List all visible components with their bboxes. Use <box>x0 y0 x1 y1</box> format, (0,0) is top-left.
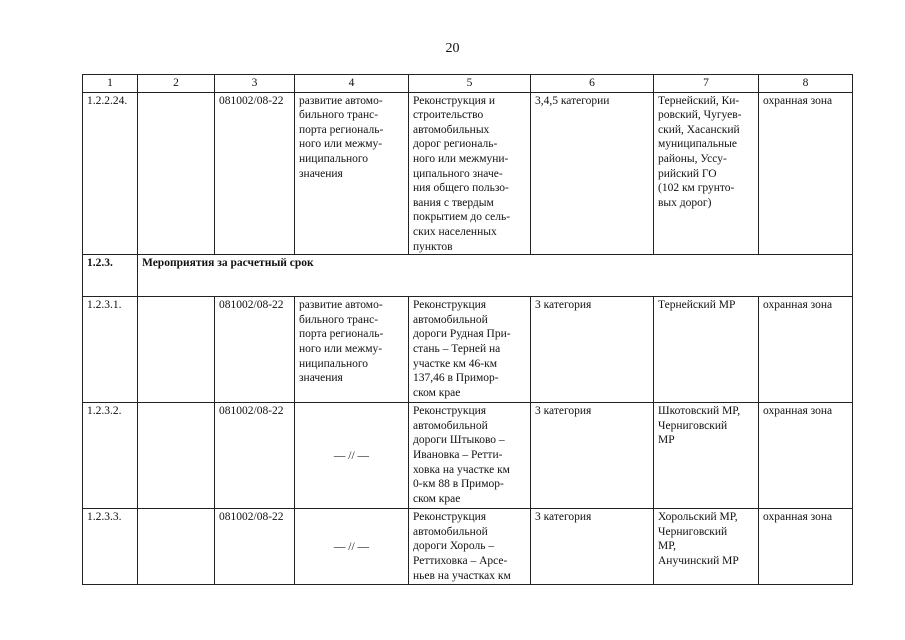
description-line: ском крае <box>413 386 461 399</box>
purpose-line: бильного транс- <box>299 109 379 122</box>
row-category: 3 категория <box>531 509 654 585</box>
description-line: автомобильной <box>413 419 488 432</box>
row-number: 1.2.3.3. <box>83 509 138 585</box>
empty-cell <box>138 509 215 585</box>
row-category: 3 категория <box>531 297 654 403</box>
description-line: участке км 46-км <box>413 357 497 370</box>
row-location <box>654 509 759 585</box>
row-purpose <box>295 92 409 255</box>
location-line: вых дорог) <box>658 196 712 209</box>
description-line: Реттиховка – Арсе- <box>413 554 508 567</box>
description-line: Реконструкция и <box>413 94 496 107</box>
table-row <box>83 92 853 255</box>
header-cell-3: 3 <box>215 75 295 93</box>
description-line: дорог региональ- <box>413 138 498 151</box>
location-line: муниципальные <box>658 138 737 151</box>
row-zone: охранная зона <box>759 297 853 403</box>
purpose-line: ного или межму- <box>299 138 383 151</box>
header-cell-7: 7 <box>654 75 759 93</box>
purpose-line: развитие автомо- <box>299 94 383 107</box>
row-location <box>654 403 759 509</box>
purpose-line: значения <box>299 372 343 385</box>
purpose-line: ниципального <box>299 152 369 165</box>
purpose-line: значения <box>299 167 343 180</box>
row-number: 1.2.2.24. <box>83 92 138 255</box>
section-title: Мероприятия за расчетный срок <box>138 255 853 297</box>
description-line: 137,46 в Примор- <box>413 372 499 385</box>
table-row <box>83 297 853 403</box>
purpose-line: порта региональ- <box>299 328 384 341</box>
description-line: ховка на участке км <box>413 463 510 476</box>
location-line: Тернейский, Ки- <box>658 94 740 107</box>
description-line: ском крае <box>413 492 461 505</box>
table-row <box>83 403 853 509</box>
table-row <box>83 509 853 585</box>
row-zone: охранная зона <box>759 92 853 255</box>
description-line: вания с твердым <box>413 196 494 209</box>
description-line: автомобильной <box>413 313 488 326</box>
purpose-line: ного или межму- <box>299 342 383 355</box>
row-description <box>409 297 531 403</box>
location-line: Шкотовский МР, <box>658 405 741 418</box>
description-line: стань – Терней на <box>413 342 501 355</box>
section-row <box>83 255 853 297</box>
header-cell-1: 1 <box>83 75 138 93</box>
location-line: ровский, Чугуев- <box>658 109 742 122</box>
location-line: районы, Уссу- <box>658 152 727 165</box>
section-number: 1.2.3. <box>83 255 138 297</box>
location-line: Анучинский МР <box>658 554 739 567</box>
page-number: 20 <box>445 41 460 56</box>
description-line: Реконструкция <box>413 299 487 312</box>
description-line: ного или межмуни- <box>413 152 509 165</box>
row-location <box>654 92 759 255</box>
location-line: Черниговский <box>658 419 728 432</box>
location-line: МР <box>658 434 675 447</box>
row-zone: охранная зона <box>759 509 853 585</box>
row-description <box>409 403 531 509</box>
row-purpose <box>295 297 409 403</box>
row-number: 1.2.3.2. <box>83 403 138 509</box>
description-line: Ивановка – Ретти- <box>413 448 503 461</box>
location-line: Хорольский МР, <box>658 511 738 524</box>
purpose-line: порта региональ- <box>299 123 384 136</box>
purpose-line: ниципального <box>299 357 369 370</box>
location-line: (102 км грунто- <box>658 182 735 195</box>
header-cell-4: 4 <box>295 75 409 93</box>
empty-cell <box>138 403 215 509</box>
row-code: 081002/08-22 <box>215 403 295 509</box>
purpose-line: развитие автомо- <box>299 299 383 312</box>
location-line: рийский ГО <box>658 167 717 180</box>
table-header-row <box>83 75 853 93</box>
description-line: Реконструкция <box>413 405 487 418</box>
description-line: дороги Штыково – <box>413 434 505 447</box>
location-line: ский, Хасанский <box>658 123 740 136</box>
description-line: ских населенных <box>413 225 497 238</box>
description-line: автомобильной <box>413 525 488 538</box>
row-code: 081002/08-22 <box>215 509 295 585</box>
description-line: дороги Рудная При- <box>413 328 511 341</box>
location-line: Черниговский <box>658 525 728 538</box>
header-cell-6: 6 <box>531 75 654 93</box>
row-number: 1.2.3.1. <box>83 297 138 403</box>
empty-cell <box>138 92 215 255</box>
ditto-mark: — // — <box>295 403 409 509</box>
description-line: дороги Хороль – <box>413 540 495 553</box>
empty-cell <box>138 297 215 403</box>
description-line: Реконструкция <box>413 511 487 524</box>
description-line: ния общего пользо- <box>413 182 509 195</box>
row-code: 081002/08-22 <box>215 92 295 255</box>
header-cell-5: 5 <box>409 75 531 93</box>
row-location <box>654 297 759 403</box>
description-line: строительство <box>413 109 484 122</box>
description-line: 0-км 88 в Примор- <box>413 478 504 491</box>
description-line: ньев на участках км <box>413 569 511 582</box>
row-category: 3 категория <box>531 403 654 509</box>
ditto-mark: — // — <box>295 509 409 585</box>
description-line: ципального значе- <box>413 167 503 180</box>
header-cell-2: 2 <box>138 75 215 93</box>
row-zone: охранная зона <box>759 403 853 509</box>
document-table <box>82 74 853 585</box>
row-description <box>409 509 531 585</box>
row-code: 081002/08-22 <box>215 297 295 403</box>
location-line: МР, <box>658 540 677 553</box>
purpose-line: бильного транс- <box>299 313 379 326</box>
row-description <box>409 92 531 255</box>
description-line: покрытием до сель- <box>413 211 511 224</box>
row-category: 3,4,5 категории <box>531 92 654 255</box>
location-line: Тернейский МР <box>658 299 736 312</box>
description-line: автомобильных <box>413 123 490 136</box>
header-cell-8: 8 <box>759 75 853 93</box>
description-line: пунктов <box>413 240 453 253</box>
